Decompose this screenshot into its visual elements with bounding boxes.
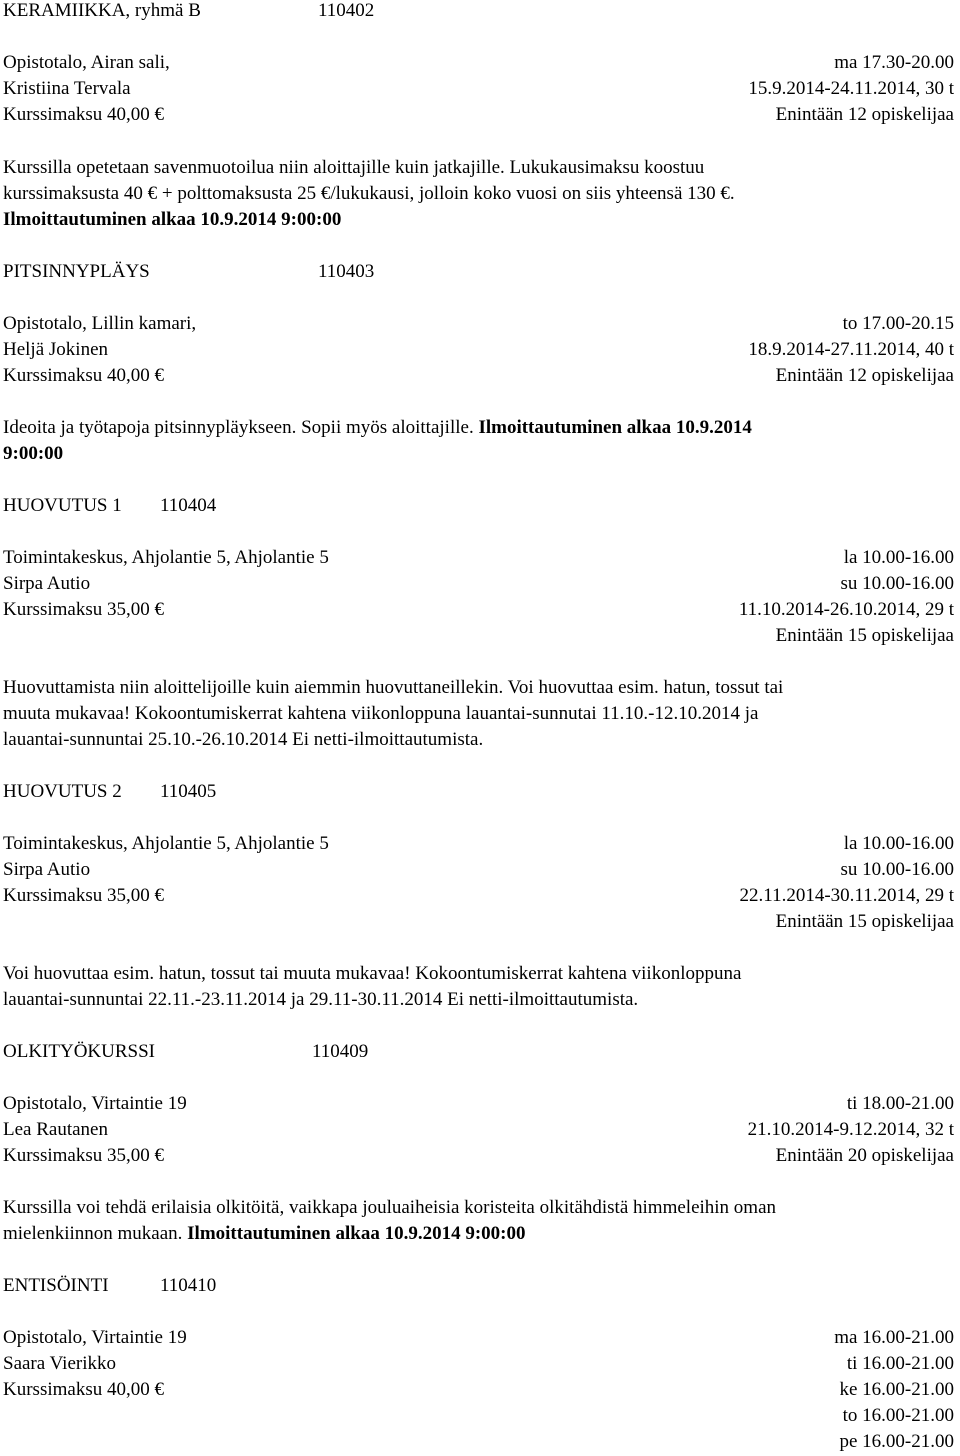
course-registration: Ilmoittautuminen alkaa 10.9.2014 9:00:00 [187,1223,526,1244]
course-location: Opistotalo, Airan sali, [3,52,170,73]
course-code: 110402 [318,0,375,21]
course-fee: Kurssimaksu 35,00 € [3,1145,164,1166]
course-fee: Kurssimaksu 40,00 € [3,365,164,386]
course-location: Opistotalo, Virtaintie 19 [3,1093,187,1114]
course-code: 110404 [160,495,217,516]
course-dates: 15.9.2014-24.11.2014, 30 t [748,78,954,99]
course-title: PITSINNYPLÄYS [3,261,150,282]
course-dates: 21.10.2014-9.12.2014, 32 t [747,1119,954,1140]
course-title: HUOVUTUS 2 [3,781,122,802]
course-teacher: Heljä Jokinen [3,339,109,360]
course-description: Huovuttamista niin aloittelijoille kuin aiemmin huovuttaneillekin. Voi huovuttaa esim. hatun, tossut tai [3,677,784,698]
course-capacity: Enintään 15 opiskelijaa [775,625,954,646]
course-description: kurssimaksusta 40 € + polttomaksusta 25 €/lukukausi, jolloin koko vuosi on siis yhteensä 130 €. [3,183,735,204]
course-schedule: ti 18.00-21.00 [846,1093,954,1114]
course-location: Opistotalo, Virtaintie 19 [3,1327,187,1348]
course-title: KERAMIIKKA, ryhmä B [3,0,201,21]
course-schedule: su 10.00-16.00 [840,859,954,880]
course-capacity: Enintään 12 opiskelijaa [775,104,954,125]
course-dates: 11.10.2014-26.10.2014, 29 t [738,599,954,620]
course-schedule: to 16.00-21.00 [842,1405,954,1426]
course-location: Opistotalo, Lillin kamari, [3,313,197,334]
course-schedule: su 10.00-16.00 [840,573,954,594]
course-code: 110410 [160,1275,217,1296]
course-registration: 9:00:00 [3,443,64,464]
course-registration: Ilmoittautuminen alkaa 10.9.2014 9:00:00 [3,209,342,230]
course-schedule: la 10.00-16.00 [843,833,954,854]
course-description: Kurssilla voi tehdä erilaisia olkitöitä, vaikkapa jouluaiheisia koristeita olkitähdistä himmeleihin oman [3,1197,777,1218]
course-code: 110409 [312,1041,369,1062]
course-schedule: la 10.00-16.00 [843,547,954,568]
course-description: Kurssilla opetetaan savenmuotoilua niin aloittajille kuin jatkajille. Lukukausimaksu koostuu [3,157,705,178]
course-description: Voi huovuttaa esim. hatun, tossut tai muuta mukavaa! Kokoontumiskerrat kahtena viikonloppuna [3,963,742,984]
course-teacher: Sirpa Autio [3,859,91,880]
course-code: 110403 [318,261,375,282]
course-title: OLKITYÖKURSSI [3,1041,155,1062]
course-schedule: ti 16.00-21.00 [846,1353,954,1374]
course-fee: Kurssimaksu 40,00 € [3,1379,164,1400]
course-description: lauantai-sunnuntai 22.11.-23.11.2014 ja 29.11-30.11.2014 Ei netti-ilmoittautumista. [3,989,639,1010]
course-schedule: ma 17.30-20.00 [834,52,954,73]
course-fee: Kurssimaksu 35,00 € [3,885,164,906]
course-description: Ideoita ja työtapoja pitsinnypläykseen. Sopii myös aloittajille. Ilmoittautuminen alkaa 10.9.2014 [3,417,752,438]
course-teacher: Lea Rautanen [3,1119,108,1140]
course-description: muuta mukavaa! Kokoontumiskerrat kahtena viikonloppuna lauantai-sunnutai 11.10.-12.10.2014 ja [3,703,759,724]
course-teacher: Sirpa Autio [3,573,91,594]
course-description: lauantai-sunnuntai 25.10.-26.10.2014 Ei netti-ilmoittautumista. [3,729,484,750]
course-schedule: ma 16.00-21.00 [834,1327,954,1348]
course-dates: 22.11.2014-30.11.2014, 29 t [739,885,954,906]
course-code: 110405 [160,781,217,802]
course-capacity: Enintään 12 opiskelijaa [775,365,954,386]
course-capacity: Enintään 15 opiskelijaa [775,911,954,932]
course-location: Toimintakeskus, Ahjolantie 5, Ahjolantie 5 [3,833,329,854]
course-title: ENTISÖINTI [3,1275,109,1296]
course-capacity: Enintään 20 opiskelijaa [775,1145,954,1166]
course-dates: 18.9.2014-27.11.2014, 40 t [748,339,954,360]
course-teacher: Saara Vierikko [3,1353,116,1374]
course-title: HUOVUTUS 1 [3,495,122,516]
course-teacher: Kristiina Tervala [3,78,131,99]
course-fee: Kurssimaksu 35,00 € [3,599,164,620]
course-location: Toimintakeskus, Ahjolantie 5, Ahjolantie 5 [3,547,329,568]
course-description: mielenkiinnon mukaan. Ilmoittautuminen alkaa 10.9.2014 9:00:00 [3,1223,526,1244]
course-schedule: ke 16.00-21.00 [839,1379,954,1400]
course-schedule: pe 16.00-21.00 [839,1431,954,1452]
course-fee: Kurssimaksu 40,00 € [3,104,164,125]
course-schedule: to 17.00-20.15 [842,313,954,334]
